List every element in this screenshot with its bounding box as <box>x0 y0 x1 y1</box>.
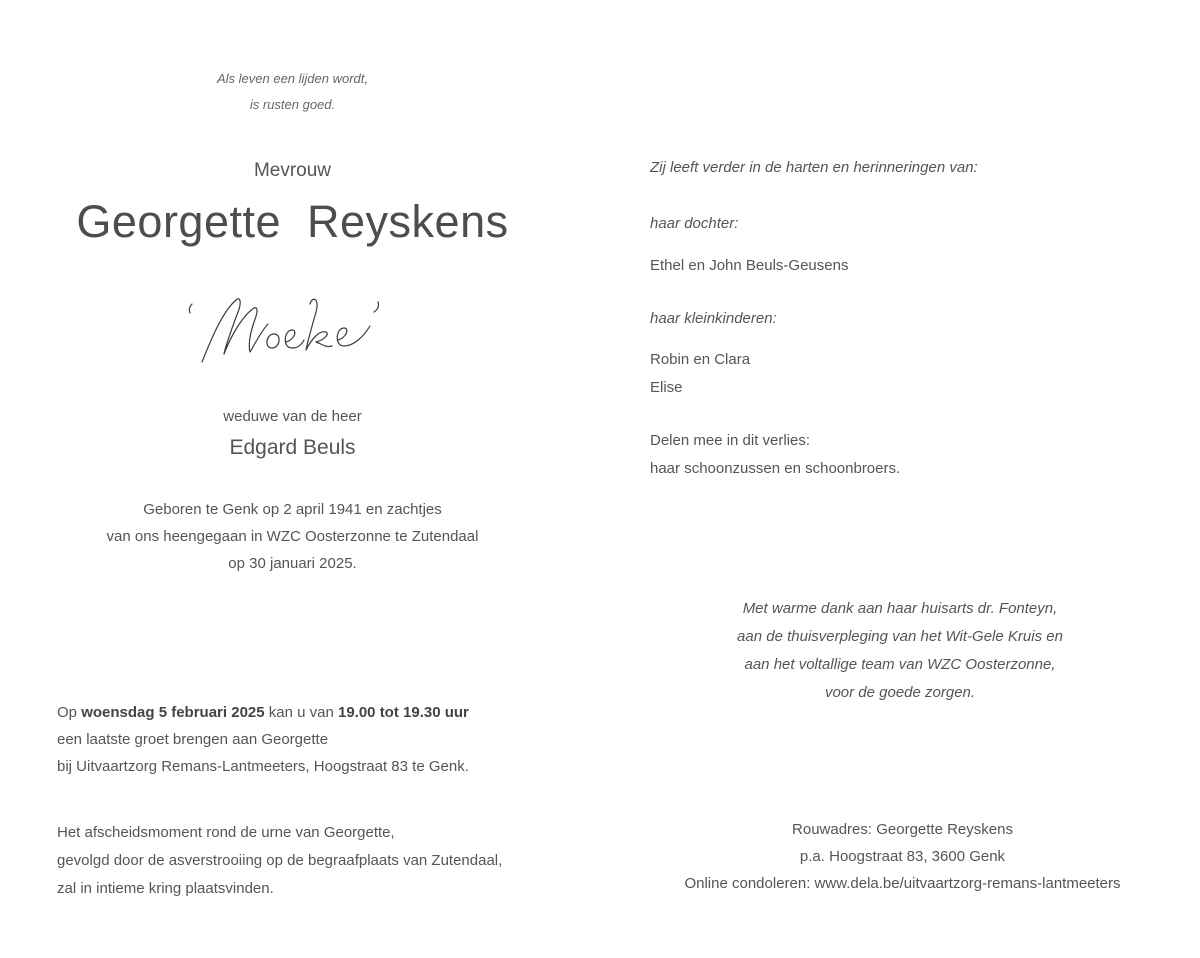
grandchildren-names <box>650 346 1170 402</box>
nickname-script-drawing <box>170 282 410 378</box>
address-line: p.a. Hoogstraat 83, 3600 Genk <box>799 848 1006 865</box>
widow-label: weduwe van de heer <box>223 408 362 425</box>
opening-poem <box>40 66 545 118</box>
daughter-label: haar dochter: <box>650 215 739 232</box>
birth-death-line: op 30 januari 2025. <box>228 555 357 572</box>
birth-death-line: Geboren te Genk op 2 april 1941 en zachtjes <box>143 501 442 518</box>
grandchild-name: Elise <box>650 379 683 396</box>
mourning-address <box>630 816 1175 897</box>
birth-death-line: van ons heengegaan in WZC Oosterzonne te Zutendaal <box>106 528 479 545</box>
farewell-line: zal in intieme kring plaatsvinden. <box>57 880 274 897</box>
farewell-info <box>57 819 597 903</box>
thanks-line: aan de thuisverpleging van het Wit-Gele Kruis en <box>737 628 1063 645</box>
daughter-names: Ethel en John Beuls-Geusens <box>650 257 849 274</box>
visitation-day: woensdag 5 februari 2025 <box>81 704 265 721</box>
visitation-time: 19.00 tot 19.30 uur <box>337 704 469 721</box>
sharing-loss-line: haar schoonzussen en schoonbroers. <box>650 460 901 477</box>
honorific: Mevrouw <box>253 160 332 181</box>
sharing-loss-line: Delen mee in dit verlies: <box>650 432 811 449</box>
farewell-line: gevolgd door de asverstrooiing op de begraafplaats van Zutendaal, <box>57 852 503 869</box>
survivors-intro: Zij leeft verder in de harten en herinneringen van: <box>650 159 978 176</box>
address-line: Rouwadres: Georgette Reyskens <box>792 821 1013 838</box>
condolence-link[interactable]: Online condoleren: www.dela.be/uitvaartzorg-remans-lantmeeters <box>684 875 1121 892</box>
thanks-line: aan het voltallige team van WZC Oosterzonne, <box>744 656 1056 673</box>
sharing-loss <box>650 427 1170 483</box>
visitation-mid: kan u van <box>264 704 338 721</box>
thanks-note <box>640 595 1160 707</box>
poem-line: Als leven een lijden wordt, <box>216 71 369 86</box>
poem-line: is rusten goed. <box>249 97 336 112</box>
thanks-line: Met warme dank aan haar huisarts dr. Fonteyn, <box>742 600 1058 617</box>
visitation-line-3: bij Uitvaartzorg Remans-Lantmeeters, Hoogstraat 83 te Genk. <box>57 758 469 775</box>
deceased-name: Georgette Reyskens <box>76 196 509 247</box>
visitation-line-2: een laatste groet brengen aan Georgette <box>57 731 329 748</box>
grandchildren-label: haar kleinkinderen: <box>650 310 777 327</box>
visitation-prefix: Op <box>57 704 82 721</box>
thanks-line: voor de goede zorgen. <box>824 684 976 701</box>
birth-death-info <box>40 496 545 577</box>
husband-name: Edgard Beuls <box>229 436 356 459</box>
grandchild-name: Robin en Clara <box>650 351 751 368</box>
visitation-info <box>57 699 577 780</box>
farewell-line: Het afscheidsmoment rond de urne van Georgette, <box>57 824 395 841</box>
visitation-line-1 <box>57 699 577 726</box>
nickname-signature <box>170 282 410 378</box>
